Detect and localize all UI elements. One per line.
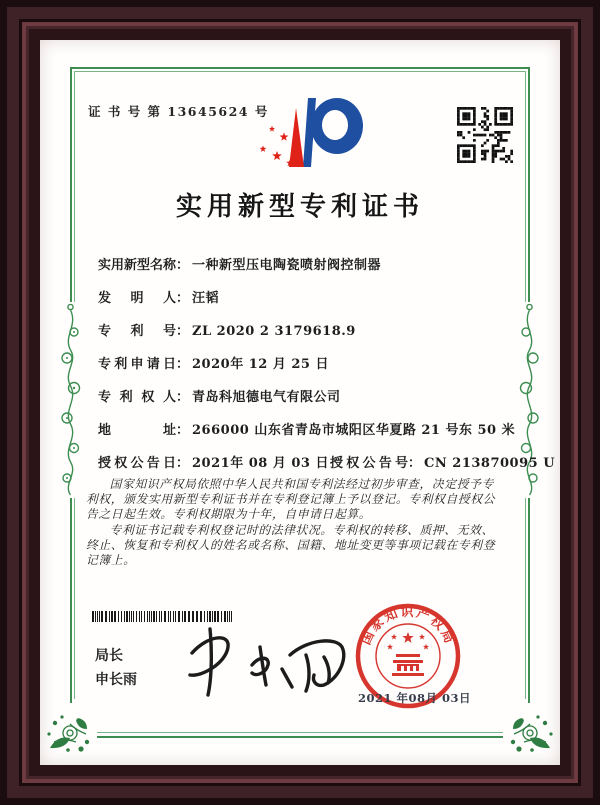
field-row: 实用新型名称： 一种新型压电陶瓷喷射阀控制器	[98, 258, 382, 273]
border-line-left	[70, 498, 72, 703]
floral-corner-ornament-right	[508, 712, 554, 754]
certificate-fields	[98, 258, 556, 472]
director-name: 申长雨	[95, 672, 137, 688]
seal-text: 国家知识产权局	[358, 605, 458, 648]
field-label: 授权公告日	[98, 456, 176, 471]
director-block	[95, 644, 137, 692]
field-label: 专利权人	[98, 390, 176, 405]
director-title: 局长	[95, 648, 123, 664]
field-row: 发明人： 汪韬	[98, 291, 220, 306]
legal-paragraphs	[86, 477, 498, 570]
field-label: 授权公告号	[330, 456, 408, 471]
floral-corner-ornament-left	[46, 712, 92, 754]
field-row: 专利号： ZL 2020 2 3179618.9	[98, 324, 356, 339]
paragraph: 国家知识产权局依照中华人民共和国专利法经过初步审查，决定授予专利权，颁发实用新型专利证书并在专利登记簿上予以登记。专利权自授权公告之日起生效。专利权期限为十年，自申请日起算。	[86, 477, 496, 521]
grant-date: 2021 年08月 03日	[358, 691, 472, 705]
field-value: 2021年 08 月 03 日	[192, 456, 329, 471]
field-row: 地址： 266000 山东省青岛市城阳区华夏路 21 号东 50 米	[98, 423, 516, 438]
field-row: 专利申请日： 2020年 12 月 25 日	[98, 357, 329, 372]
field-value: 2020年 12 月 25 日	[192, 357, 329, 372]
certificate-number: 证 书 号 第 13645624 号	[88, 104, 269, 119]
qr-code	[457, 107, 513, 163]
border-line-right	[528, 67, 530, 302]
paragraph: 专利证书记载专利权登记时的法律状况。专利权的转移、质押、无效、终止、恢复和专利权人的姓名或名称、国籍、地址变更等事项记载在专利登记簿上。	[86, 523, 496, 567]
director-signature	[178, 625, 363, 705]
barcode	[92, 611, 235, 622]
field-value: ZL 2020 2 3179618.9	[192, 324, 356, 339]
field-value: 汪韬	[192, 291, 220, 306]
certificate-title: 实用新型专利证书	[175, 192, 424, 222]
field-label: 地址	[98, 423, 176, 438]
field-value: 266000 山东省青岛市城阳区华夏路 21 号东 50 米	[192, 423, 516, 438]
field-value: 青岛科旭德电气有限公司	[192, 390, 341, 405]
border-line-left-inner	[74, 498, 75, 699]
field-value: CN 213870095 U	[424, 456, 556, 471]
border-line-top	[70, 67, 530, 69]
field-row-double: 授权公告日： 2021年 08 月 03 日 授权公告号： CN 213870095 U	[98, 456, 556, 471]
border-line-right-inner	[525, 498, 526, 699]
field-pair: 授权公告号： CN 213870095 U	[330, 456, 556, 471]
field-row: 专利权人： 青岛科旭德电气有限公司	[98, 390, 341, 405]
border-line-right	[528, 498, 530, 703]
field-label: 实用新型名称	[98, 258, 177, 273]
field-label: 发明人	[98, 291, 176, 306]
border-line-bottom	[97, 736, 503, 738]
scroll-ornament-left	[59, 302, 82, 498]
border-line-bottom-inner	[97, 732, 503, 733]
certificate-paper	[40, 40, 560, 765]
field-label: 专利号	[98, 324, 176, 339]
border-line-top-inner	[74, 71, 526, 72]
field-label: 专利申请日	[98, 357, 176, 372]
cnipa-logo	[258, 96, 366, 176]
field-value: 一种新型压电陶瓷喷射阀控制器	[192, 258, 382, 273]
border-line-left	[70, 67, 72, 302]
